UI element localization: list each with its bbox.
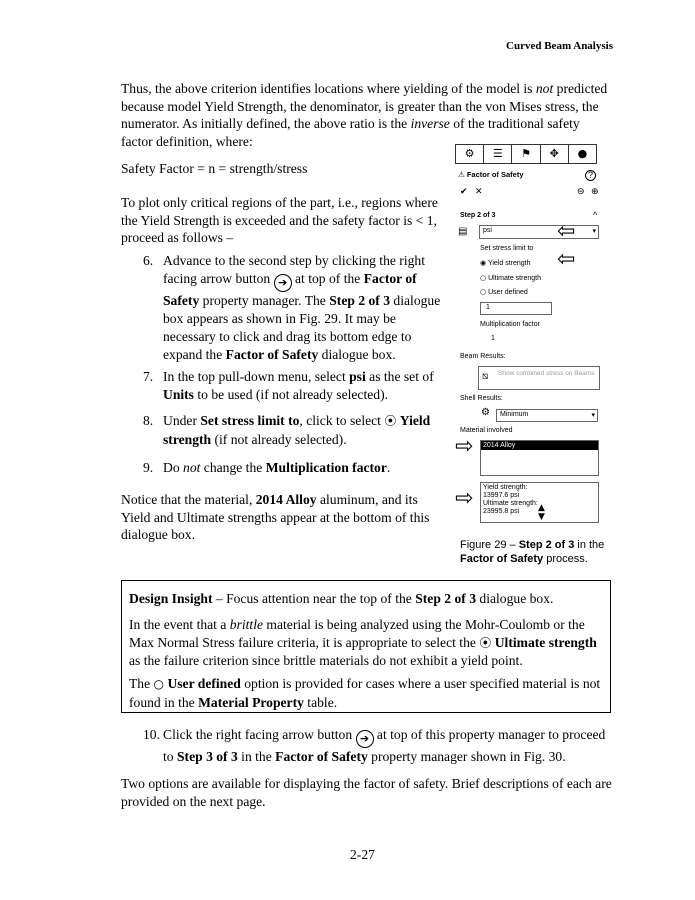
right-arrow-icon: ➔ [274, 274, 292, 292]
callout-arrow-icon: ⇨ [455, 486, 474, 511]
callout-arrow-icon: ⇦ [557, 247, 576, 272]
help-button[interactable]: ? [585, 170, 596, 181]
units-icon: ▤ [458, 226, 468, 237]
running-header: Curved Beam Analysis [506, 40, 613, 52]
step-10-text: Click the right facing arrow button ➔ at top of this property manager to proceed to Step 3 of 3 in the Factor of Safety property manager shown in Fig. 30. [163, 727, 606, 764]
material-label: Material involved [460, 427, 513, 434]
beam-option-box[interactable]: ⧅ Show combined stress on Beams [478, 366, 600, 390]
material-item[interactable]: 2014 Alloy [481, 441, 598, 450]
beam-icon: ⧅ [482, 371, 489, 382]
panel-toolbar [455, 144, 597, 164]
user-defined-input[interactable]: 1 [480, 302, 552, 315]
appearance-icon[interactable]: ● [577, 147, 588, 160]
collapse-icon[interactable]: ^ [593, 210, 598, 220]
insight-brittle: In the event that a brittle material is being analyzed using the Mohr-Coulomb or the Max Normal Stress failure criteria, it is appropriate to select the ⦿ Ultimate strength as the failure criterion since brittle materials do not exhibit a yield point. [129, 617, 597, 668]
insight-title: Design Insight – Focus attention near the top of the Step 2 of 3 dialogue box. [129, 591, 554, 606]
intro-paragraph: Thus, the above criterion identifies locations where yielding of the model is not predicted because model Yield Strength, the denominator, is greater than the von Mises stress, the numerator. As initially defined, the above ratio is the inverse of the traditional safety factor definition, where: [121, 81, 608, 149]
step-label: Step 2 of 3 [460, 212, 496, 219]
step-9-text: Do not change the Multiplication factor. [163, 460, 391, 475]
back-arrow-button[interactable]: ⊖ [577, 187, 585, 197]
chevron-down-icon: ▾ [592, 228, 596, 235]
plot-instructions: To plot only critical regions of the part, i.e., regions where the Yield Strength is exceeded and the safety factor is < 1, proceed as follows – [121, 195, 438, 245]
radio-yield-strength[interactable]: ◉ Yield strength [480, 259, 531, 267]
callout-arrow-icon: ⇦ [557, 219, 576, 244]
ok-button[interactable]: ✔ [460, 187, 468, 197]
step-9-number: 9. [143, 460, 154, 475]
set-stress-label: Set stress limit to [480, 245, 534, 252]
multiplication-label: Multiplication factor [480, 321, 540, 328]
strength-readout: Yield strength: 13997.6 psi Ultimate strength: 23995.8 psi [480, 482, 599, 523]
insight-user-defined: The ○ User defined option is provided for cases where a user specified material is not found in the Material Property table. [129, 676, 601, 710]
simulation-icon[interactable]: ⚙ [456, 145, 484, 163]
step-10-number: 10. [143, 727, 160, 742]
material-list[interactable] [480, 440, 599, 476]
figure-caption: Figure 29 – Step 2 of 3 in the Factor of Safety process. [460, 539, 605, 565]
resize-handle-icon[interactable]: ▲ ▼ [538, 503, 545, 522]
callout-arrow-icon: ⇨ [455, 434, 474, 459]
step-7-number: 7. [143, 369, 154, 384]
cancel-button[interactable]: ✕ [475, 187, 483, 197]
design-insight-box [121, 580, 611, 713]
factor-of-safety-panel [455, 144, 608, 554]
safety-factor-formula: Safety Factor = n = strength/stress [121, 161, 308, 176]
radio-ultimate-strength[interactable]: ○ Ultimate strength [480, 274, 541, 282]
radio-selected-icon: ⦿ [384, 414, 397, 428]
step-6-number: 6. [143, 253, 154, 268]
multiplication-value[interactable]: 1 [491, 335, 495, 342]
step-8-text: Under Set stress limit to, click to select ⦿ Yield strength (if not already selected). [163, 413, 431, 447]
step-6-text: Advance to the second step by clicking the right facing arrow button ➔ at top of the Factor of Safety property manager. The Step 2 of 3 dialogue box appears as shown in Fig. 29. It may be necessary to click and drag its bottom edge to expand the Factor of Safety dialogue box. [163, 253, 441, 362]
radio-selected-icon: ⦿ [479, 635, 492, 650]
pm-title: ⚠ Factor of Safety [458, 170, 524, 179]
shell-icon: ⚙ [481, 407, 490, 418]
next-arrow-button[interactable]: ⊕ [591, 187, 599, 197]
chevron-down-icon: ▾ [591, 412, 595, 419]
beam-results-label: Beam Results: [460, 353, 506, 360]
page-number: 2-27 [350, 847, 375, 862]
closing-paragraph: Two options are available for displaying the factor of safety. Brief descriptions of each are provided on the next page. [121, 776, 612, 809]
radio-empty-icon: ○ [153, 677, 165, 691]
units-select[interactable]: psi ▾ [479, 225, 599, 239]
shell-results-label: Shell Results: [460, 395, 503, 402]
safety-icon: ⚠ [458, 170, 465, 179]
config-icon[interactable]: ⚑ [512, 145, 540, 163]
step-7-text: In the top pull-down menu, select psi as the set of Units to be used (if not already selected). [163, 369, 434, 402]
step-8-number: 8. [143, 413, 154, 428]
radio-user-defined[interactable]: ○ User defined [480, 288, 528, 296]
property-list-icon[interactable]: ☰ [484, 145, 512, 163]
target-icon[interactable]: ✥ [541, 145, 569, 163]
shell-select[interactable]: Minimum ▾ [496, 409, 598, 422]
notice-paragraph: Notice that the material, 2014 Alloy aluminum, and its Yield and Ultimate strengths appear at the bottom of this dialogue box. [121, 492, 430, 542]
right-arrow-icon: ➔ [356, 730, 374, 748]
